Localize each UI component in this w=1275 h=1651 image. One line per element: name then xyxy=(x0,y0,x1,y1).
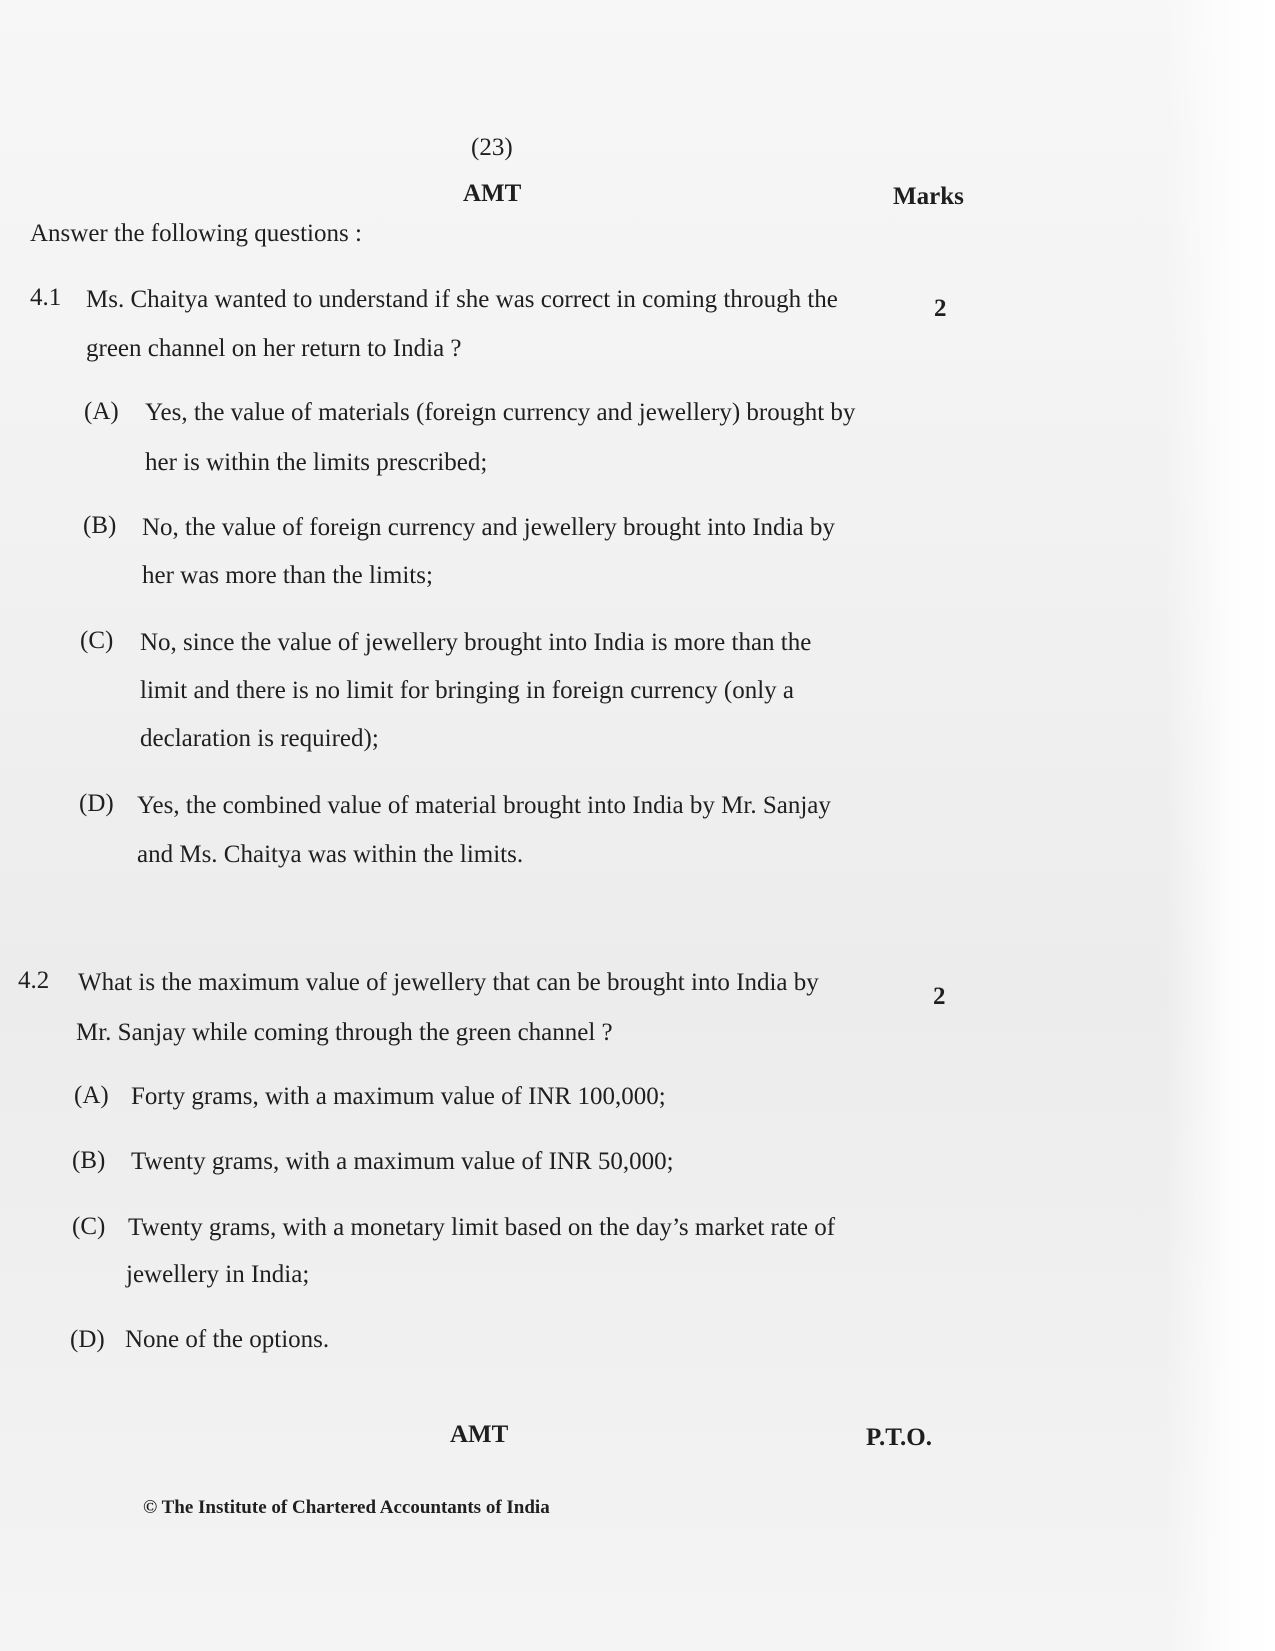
option-text-line: Twenty grams, with a maximum value of INR 50,000; xyxy=(131,1148,674,1175)
pto-label: P.T.O. xyxy=(866,1424,932,1451)
option-text-line: Yes, the combined value of material brought into India by Mr. Sanjay xyxy=(137,792,831,819)
option-text-line: Forty grams, with a maximum value of INR 100,000; xyxy=(131,1083,666,1110)
option-label: (B) xyxy=(83,512,117,539)
option-label: (A) xyxy=(84,398,119,425)
option-label: (D) xyxy=(79,790,114,817)
question-marks: 2 xyxy=(934,295,947,322)
option-text-line: None of the options. xyxy=(125,1326,330,1353)
marks-heading: Marks xyxy=(893,183,964,210)
option-label: (C) xyxy=(72,1213,106,1240)
option-text-line: Twenty grams, with a monetary limit based on the day’s market rate of xyxy=(128,1214,836,1241)
option-label: (D) xyxy=(70,1326,105,1353)
option-text-line: jewellery in India; xyxy=(126,1261,310,1288)
question-text-line: Mr. Sanjay while coming through the green channel ? xyxy=(76,1019,613,1046)
question-text-line: green channel on her return to India ? xyxy=(86,335,462,362)
option-label: (C) xyxy=(80,627,114,654)
subject-code-header: AMT xyxy=(463,180,522,207)
option-text-line: her was more than the limits; xyxy=(142,562,433,589)
option-text-line: Yes, the value of materials (foreign currency and jewellery) brought by xyxy=(145,399,856,426)
question-number: 4.2 xyxy=(18,967,50,994)
footer-subject-code: AMT xyxy=(450,1421,509,1448)
page-number: (23) xyxy=(471,134,513,161)
option-text-line: No, the value of foreign currency and jewellery brought into India by xyxy=(142,514,835,541)
question-marks: 2 xyxy=(933,983,946,1010)
option-text-line: declaration is required); xyxy=(140,725,379,752)
option-text-line: her is within the limits prescribed; xyxy=(145,449,488,476)
page-edge-shadow xyxy=(1165,0,1275,1651)
copyright-notice: © The Institute of Chartered Accountants of India xyxy=(143,1497,550,1518)
question-text-line: What is the maximum value of jewellery that can be brought into India by xyxy=(78,969,819,996)
option-label: (B) xyxy=(72,1147,106,1174)
option-text-line: and Ms. Chaitya was within the limits. xyxy=(137,841,524,868)
option-label: (A) xyxy=(74,1082,109,1109)
question-text-line: Ms. Chaitya wanted to understand if she was correct in coming through the xyxy=(86,286,838,313)
instruction-text: Answer the following questions : xyxy=(30,220,362,247)
option-text-line: limit and there is no limit for bringing in foreign currency (only a xyxy=(140,677,795,704)
option-text-line: No, since the value of jewellery brought into India is more than the xyxy=(140,629,812,656)
question-number: 4.1 xyxy=(30,284,62,311)
